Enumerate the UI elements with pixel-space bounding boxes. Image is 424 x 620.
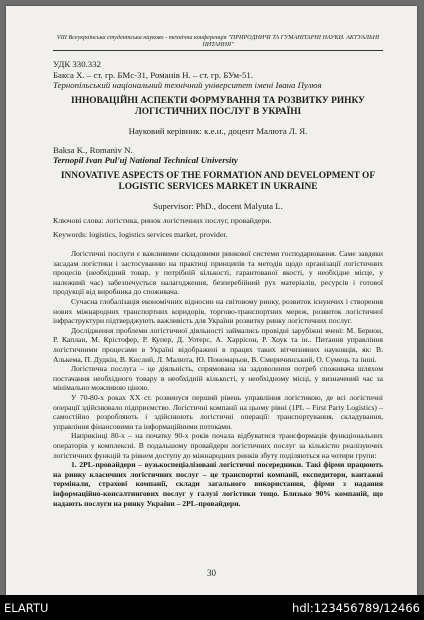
footer-bar (0, 595, 424, 620)
paragraph: Наприкінці 80-х – на початку 90-х років почала відбуватися трансформація функціональних операторів у комплексні. В подальшому провайдери логістичних послуг за кількістю реалізуючих логістичних функцій та рівнем доступу до міжнародних ринків збуту поділяються на чотири групи: (53, 431, 383, 460)
header-divider (53, 50, 383, 51)
paragraph: Сучасна глобалізація економічних відносин на світовому ринку, розвиток існуючих і створення нових міжнародних транспортних коридорів, торгово-транспортних мереж, розвиток логістичної інфраструктури підтверджують важливість для України розвитку ринку логістичних послуг. (53, 297, 383, 326)
institution-uk: Тернопільський національний технічний університет імені Івана Пулюя (53, 80, 322, 90)
body-text (53, 249, 383, 508)
authors-en: Baksa K., Romaniv N. (53, 144, 133, 155)
institution-en: Ternopil Ivan Pul'uj National Technical University (53, 155, 238, 165)
title-uk: ІННОВАЦІЙНІ АСПЕКТИ ФОРМУВАННЯ ТА РОЗВИТКУ РИНКУ ЛОГІСТИЧНИХ ПОСЛУГ В УКРАЇНІ (71, 95, 365, 117)
paragraph: Логістична послуга – це діяльність, спрямована на задоволення потреб споживача шляхом постачання необхідного товару в необхідній кількості, у необхідному місці, у визначений час за мінімально можливою ціною. (53, 364, 383, 393)
handle-id: hdl:123456789/12466 (292, 601, 420, 615)
supervisor-en: Supervisor: PhD., docent Malyuta L. (153, 200, 283, 211)
page-content (53, 6, 383, 508)
paragraph: Дослідження проблеми логістичної діяльності займались провідні зарубіжні вчені: М. Бернон, Р. Каплан, М. Крістофер, Р. Купер, Д. Уотерс, А. Харрісон, Р. Хоук та ін.. Питання управління логістичними процесами в Україні відображені в працях таких вітчизняних науковців, як: В. Алькема, П. Дудкін, В. Кислий, Л. Малюта, Ю. Пономарьов, В. Смиричинський, О. Сумець та інші. (53, 325, 383, 364)
paragraph: Логістичні послуги є важливими складовими ринкової системи господарювання. Саме завдяки засадам логістики і застосуванню на практиці принципів та методів щодо організації логістичних процесів (необхідний товар, у потрібній кількості, гарантованої якості, у необхідне місце, у належний час) забезпечується налагодження, безперебійний рух матеріалів, ресурсів і готової продукції від виробника до споживача. (53, 249, 383, 297)
document-page (6, 6, 417, 595)
repository-name: ELARTU (4, 601, 49, 615)
keywords-en: Keywords: logistics, logistics services market, provider. (53, 229, 228, 239)
udc-code: УДК 330.332 (53, 59, 101, 69)
authors-uk: Бакса Х. – ст. гр. БМс-31, Романів Н. – ст. гр. БУм-51. (53, 69, 254, 80)
paragraph-bold: 1. 2PL-провайдери – вузькоспеціалізовані логістичні посередники. Такі фірми працюють на ринку класичних логістичних послуг – це транспортні компанії, експедитори, вантажні термінали, страхові компанії, склади загального використання, фірми з надання інформаційно-консалтингових послуг у галузі логістики тощо. Близько 90% компаній, що надають послуги на ринку України – 2PL-провайдери. (53, 460, 383, 508)
page-number: 30 (207, 568, 216, 578)
title-en: INNOVATIVE ASPECTS OF THE FORMATION AND DEVELOPMENT OF LOGISTIC SERVICES MARKET IN UKRAINE (60, 170, 376, 192)
supervisor-uk: Науковий керівник: к.е.н., доцент Малюта Л. Я. (128, 125, 308, 136)
keywords-uk: Ключові слова: логістика, ринок логістичних послуг, провайдери. (53, 215, 272, 225)
paragraph: У 70-80-х роках ХХ ст. розвинуся перший рівень управління логістикою, де всі логістичні операції здійснювало підприємство. Логістичні компанії на цьому рівні (1PL – First Party Logistics) – самостійно розробляють і здійснюють логістичні операції: транспортування, складування, управління фінансовими та інформаційними потоками. (53, 393, 383, 431)
conference-header: VIII Всеукраїнська студентська науково - технічна конференція "ПРИРОДНИЧІ ТА ГУМАНІТАРНІ НАУКИ. АКТУАЛЬНІ ПИТАННЯ" (56, 34, 380, 48)
